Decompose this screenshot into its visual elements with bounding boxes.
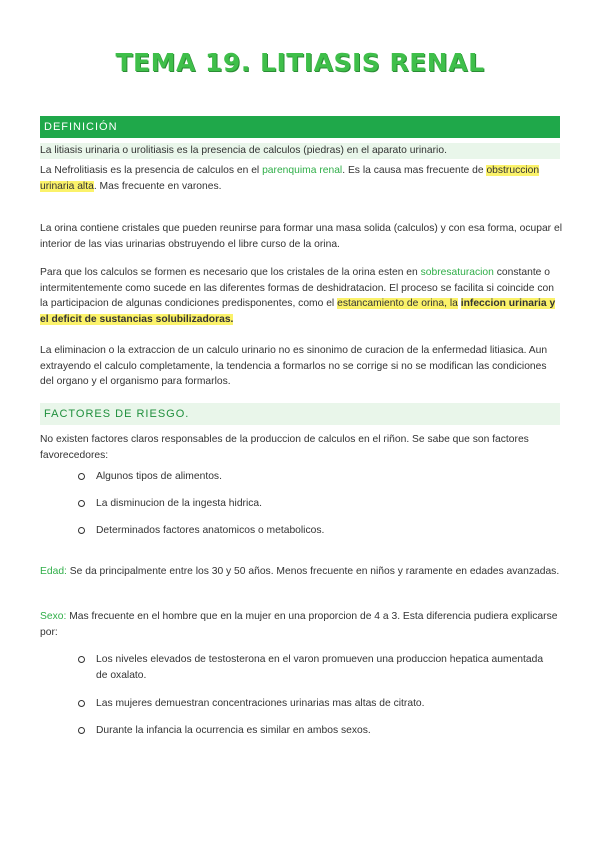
page-title: TEMA 19. LITIASIS RENAL — [115, 48, 485, 77]
text-span: Se da principalmente entre los 30 y 50 años. Menos frecuente en niños y raramente en edades avanzadas. — [66, 566, 560, 577]
bullet-icon — [78, 656, 85, 663]
text-span: La Nefrolitiasis es la presencia de calculos en el — [40, 165, 263, 176]
highlight-term: sobresaturacion — [420, 267, 494, 278]
section-header-definicion: DEFINICIÓN — [40, 116, 560, 138]
list-item: Durante la infancia la ocurrencia es similar en ambos sexos. — [96, 725, 371, 736]
definition-paragraph-2 — [40, 163, 562, 194]
definition-paragraph-1: La litiasis urinaria o urolitiasis es la presencia de calculos (piedras) en el aparato urinario. — [40, 145, 447, 156]
edad-label: Edad: — [40, 566, 67, 577]
bullet-icon — [78, 527, 85, 534]
text-span: Mas frecuente en el hombre que en la mujer en una proporcion de 4 a 3. Esta diferencia pudiera explicarse por: — [40, 611, 558, 638]
list-item: Determinados factores anatomicos o metabolicos. — [96, 525, 325, 536]
definition-paragraph-3: La orina contiene cristales que pueden reunirse para formar una masa solida (calculos) y con esa forma, ocupar el interior de las vias urinarias obstruyendo el libre curso de la orina. — [40, 223, 562, 250]
list-item: La disminucion de la ingesta hidrica. — [96, 498, 262, 509]
edad-paragraph — [40, 564, 562, 580]
bullet-icon — [78, 727, 85, 734]
bullet-icon — [78, 473, 85, 480]
list-item: Algunos tipos de alimentos. — [96, 471, 222, 482]
text-span: constante o intermitentemente como sucede en las diferentes formas de deshidratacion. El proceso se facilita si coincide con la participacion de algunas condiciones predisponentes, como el — [40, 267, 554, 309]
sexo-label: Sexo: — [40, 611, 67, 622]
text-span: . Mas frecuente en varones. — [93, 180, 222, 192]
bullet-icon — [78, 700, 85, 707]
list-item: Las mujeres demuestran concentraciones urinarias mas altas de citrato. — [96, 698, 425, 709]
highlight-term: infeccion urinaria y el deficit de sustancias solubilizadoras. — [40, 298, 556, 325]
text-span: Para que los calculos se formen es necesario que los cristales de la orina esten en — [40, 267, 421, 278]
list-item: Los niveles elevados de testosterona en el varon promueven una produccion hepatica aumentada de oxalato. — [96, 654, 544, 681]
section-header-factores: FACTORES DE RIESGO. — [40, 403, 560, 425]
bullet-icon — [78, 500, 85, 507]
sexo-paragraph — [40, 609, 562, 640]
definition-paragraph-4 — [40, 265, 562, 327]
definition-paragraph-5: La eliminacion o la extraccion de un calculo urinario no es sinonimo de curacion de la enfermedad litiasica. Aun extrayendo el calculo completamente, la tendencia a formarlos no se corrige si no se modifican las condiciones del organo y el organismo para formarlos. — [40, 345, 548, 387]
highlight-term: obstruccion urinaria alta — [40, 165, 540, 192]
highlight-term: estancamiento de orina, la — [337, 298, 458, 309]
factores-intro: No existen factores claros responsables de la produccion de calculos en el riñon. Se sabe que son factores favorecedores: — [40, 434, 529, 461]
highlight-term: parenquima renal — [262, 165, 343, 176]
text-span: . Es la causa mas frecuente de — [342, 165, 487, 176]
